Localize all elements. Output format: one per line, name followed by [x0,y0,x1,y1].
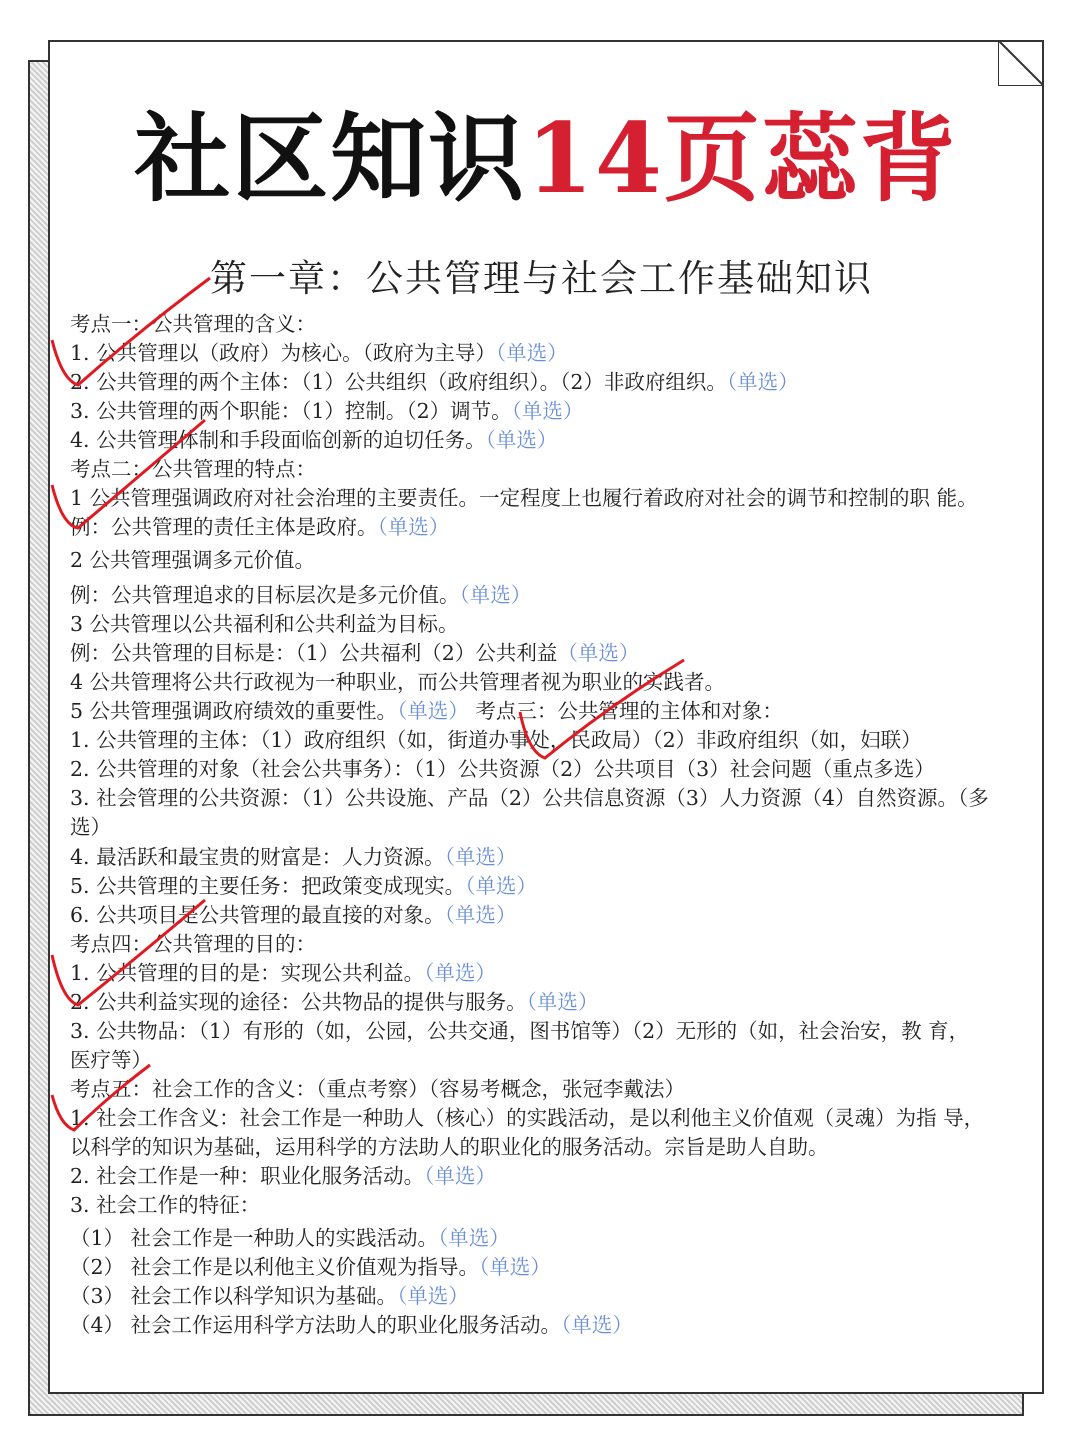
line-34: （4） 社会工作运用科学方法助人的职业化服务活动。（单选） [70,1313,633,1337]
single-choice-tag: （单选） [397,1284,469,1308]
single-choice-tag: （单选） [511,399,584,423]
line-11: 例：公共管理的目标是：（1）公共福利（2）公共利益（单选） [70,641,640,665]
single-choice-tag: （单选） [397,699,469,723]
line-2: 2. 公共管理的两个主体：（1）公共组织（政府组织）。（2）非政府组织。（单选） [70,370,799,394]
page-title [50,104,1042,214]
line-22: 1. 公共管理的目的是：实现公共利益。（单选） [70,961,496,985]
single-choice-tag: （单选） [465,874,537,898]
line-33: （3） 社会工作以科学知识为基础。（单选） [70,1284,469,1308]
line-9: 例：公共管理追求的目标层次是多元价值。（单选） [70,583,532,607]
single-choice-tag: （单选） [444,903,517,927]
line-32: （2） 社会工作是以利他主义价值观为指导。（单选） [70,1255,551,1279]
line-4: 4. 公共管理体制和手段面临创新的迫切任务。（单选） [70,428,558,452]
line-16: 3. 社会管理的公共资源：（1）公共设施、产品（2）公共信息资源（3）人力资源（4）自然资源。（多 [70,786,989,810]
line-26: 考点五：社会工作的含义：（重点考察）（容易考概念，张冠李戴法） [70,1077,685,1101]
line-3: 3. 公共管理的两个职能：（1）控制。（2）调节。（单选） [70,399,584,423]
line-20: 6. 公共项目是公共管理的最直接的对象。（单选） [70,903,517,927]
line-31: （1） 社会工作是一种助人的实践活动。（单选） [70,1226,510,1250]
title-part-red: 14页蕊背 [526,102,958,215]
single-choice-tag: （单选） [485,428,558,452]
line-29: 2. 社会工作是一种：职业化服务活动。（单选） [70,1164,496,1188]
line-13: 5 公共管理强调政府绩效的重要性。（单选） 考点三：公共管理的主体和对象： [70,699,783,723]
single-choice-tag: （单选） [557,641,640,665]
page-fold-corner [998,40,1044,86]
line-15: 2. 公共管理的对象（社会公共事务）：（1）公共资源（2）公共项目（3）社会问题（重点多选） [70,757,935,781]
line-12: 4 公共管理将公共行政视为一种职业，而公共管理者视为职业的实践者。 [70,670,726,694]
single-choice-tag: （单选） [424,1164,496,1188]
chapter-heading: 第一章：公共管理与社会工作基础知识 [210,257,873,300]
line-10: 3 公共管理以公共福利和公共利益为目标。 [70,612,459,636]
single-choice-tag: （单选） [561,1313,633,1337]
single-choice-tag: （单选） [444,845,517,869]
title-part-black: 社区知识 [134,102,527,215]
line-30: 3. 社会工作的特征： [70,1193,261,1217]
single-choice-tag: （单选） [377,515,450,539]
line-27: 1. 社会工作含义：社会工作是一种助人（核心）的实践活动，是以利他主义价值观（灵魂）为指 导， [70,1106,985,1130]
line-28: 以科学的知识为基础，运用科学的方法助人的职业化的服务活动。宗旨是助人自助。 [70,1135,829,1159]
line-21: 考点四：公共管理的目的： [70,932,316,956]
line-24: 3. 公共物品：（1）有形的（如，公园，公共交通，图书馆等）（2）无形的（如，社会治安，教 育， [70,1019,970,1043]
line-8: 2 公共管理强调多元价值。 [70,548,316,572]
line-0: 考点一：公共管理的含义： [70,312,316,336]
single-choice-tag: （单选） [459,583,532,607]
single-choice-tag: （单选） [424,961,496,985]
line-1: 1. 公共管理以（政府）为核心。（政府为主导）（单选） [70,341,568,365]
line-7: 例：公共管理的责任主体是政府。（单选） [70,515,450,539]
single-choice-tag: （单选） [526,990,599,1014]
line-18: 4. 最活跃和最宝贵的财富是：人力资源。（单选） [70,845,517,869]
line-17: 选） [70,815,111,839]
line-6: 1 公共管理强调政府对社会治理的主要责任。一定程度上也履行着政府对社会的调节和控制的职 能。 [70,486,978,510]
line-14: 1. 公共管理的主体：（1）政府组织（如，街道办事处，民政局）（2）非政府组织（如，妇联） [70,728,922,752]
single-choice-tag: （单选） [495,341,568,365]
single-choice-tag: （单选） [479,1255,551,1279]
line-19: 5. 公共管理的主要任务：把政策变成现实。（单选） [70,874,537,898]
document-page [48,40,1044,1394]
single-choice-tag: （单选） [438,1226,510,1250]
line-23: 2. 公共利益实现的途径：公共物品的提供与服务。（单选） [70,990,599,1014]
single-choice-tag: （单选） [726,370,799,394]
line-25: 医疗等） [70,1048,152,1072]
line-5: 考点二：公共管理的特点： [70,457,316,481]
